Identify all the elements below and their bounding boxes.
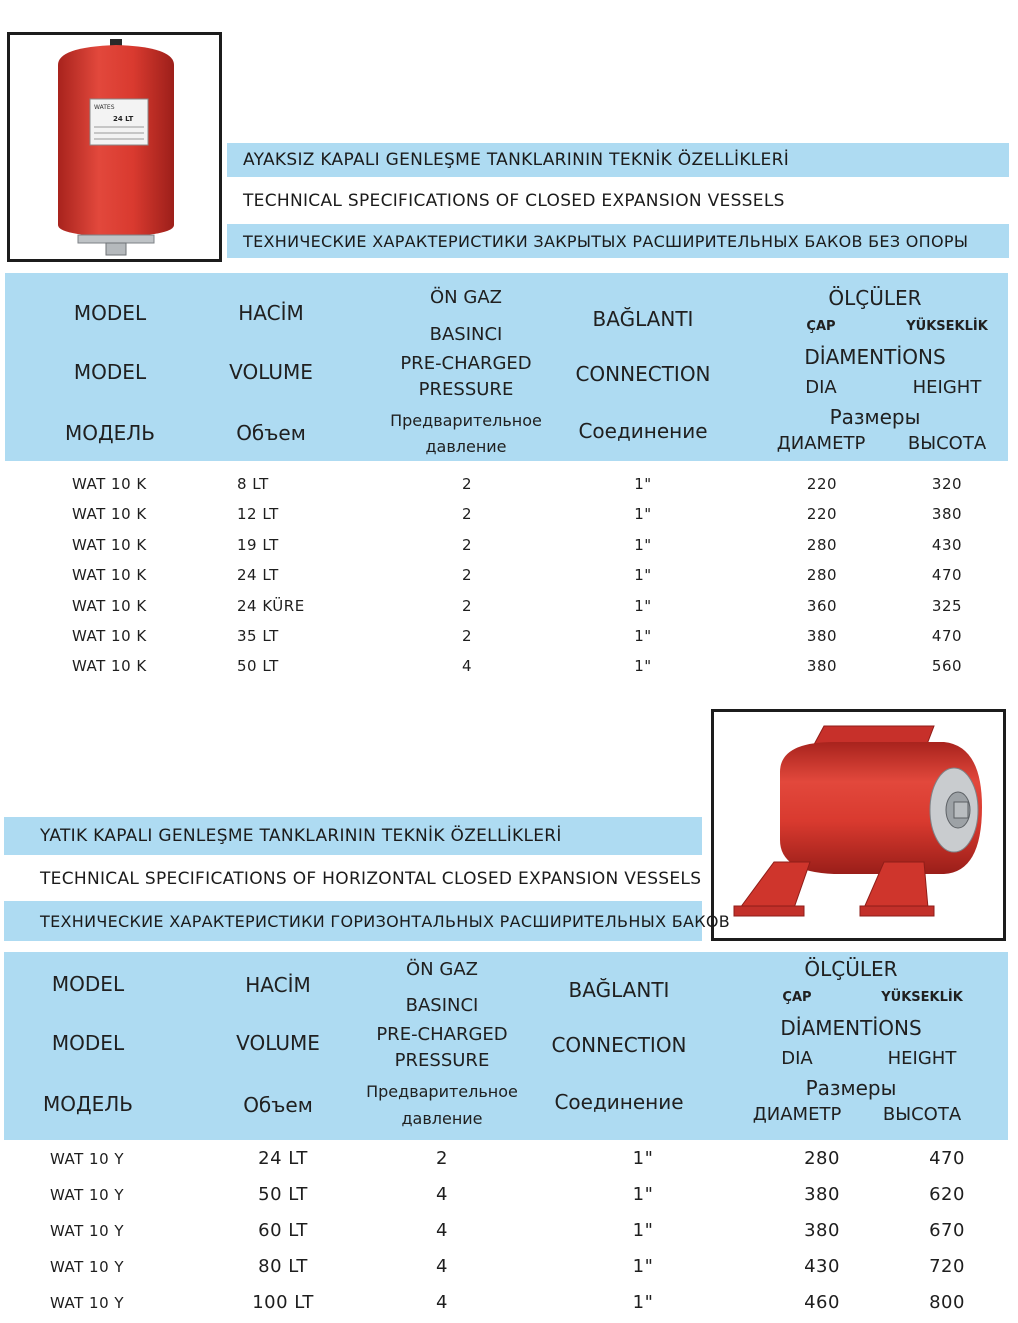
cell-pressure: 2 xyxy=(461,505,473,523)
col-dims-ru: Размеры xyxy=(829,405,921,429)
cell-height: 800 xyxy=(929,1292,965,1313)
cell-model: WAT 10 Y xyxy=(50,1294,125,1312)
cell-model: WAT 10 Y xyxy=(50,1258,125,1276)
col-volume-ru: Объем xyxy=(236,421,306,445)
cell-model: WAT 10 K xyxy=(72,566,147,584)
section1-title-en: TECHNICAL SPECIFICATIONS OF CLOSED EXPANSION VESSELS xyxy=(227,184,1009,218)
col-dims-tr: ÖLÇÜLER xyxy=(828,286,922,310)
cell-connection: 1" xyxy=(634,627,652,645)
cell-volume: 50 LT xyxy=(258,1184,308,1205)
horizontal-tank-image xyxy=(714,712,1003,938)
cell-model: WAT 10 K xyxy=(72,475,147,493)
cell-pressure: 4 xyxy=(436,1292,448,1313)
col-pressure-tr-1: ÖN GAZ xyxy=(430,287,502,308)
cell-height: 320 xyxy=(931,475,963,493)
cell-connection: 1" xyxy=(634,566,652,584)
table-row xyxy=(0,651,1018,681)
col-connection-tr: BAĞLANTI xyxy=(568,978,670,1002)
cell-dia: 280 xyxy=(804,1148,840,1169)
col-pressure-ru-1: Предварительное xyxy=(390,411,542,430)
cell-connection: 1" xyxy=(634,657,652,675)
col-pressure-tr-2: BASINCI xyxy=(405,995,479,1016)
cell-dia: 380 xyxy=(806,657,838,675)
cell-pressure: 4 xyxy=(436,1256,448,1277)
col-volume-tr: HACİM xyxy=(238,301,304,325)
cell-model: WAT 10 K xyxy=(72,505,147,523)
col-model-tr: MODEL xyxy=(51,972,125,996)
col-model-tr: MODEL xyxy=(73,301,147,325)
table-row xyxy=(0,1213,1018,1243)
col-pressure-tr-1: ÖN GAZ xyxy=(406,959,478,980)
cell-volume: 80 LT xyxy=(258,1256,308,1277)
col-model-ru: МОДЕЛЬ xyxy=(42,1092,134,1116)
cell-dia: 220 xyxy=(806,505,838,523)
cell-height: 470 xyxy=(929,1148,965,1169)
cell-volume: 50 LT xyxy=(237,657,279,675)
cell-connection: 1" xyxy=(634,536,652,554)
cell-height: 620 xyxy=(929,1184,965,1205)
col-dia-ru: ДИАМЕТР xyxy=(776,433,866,454)
col-volume-tr: HACİM xyxy=(245,973,311,997)
cell-volume: 8 LT xyxy=(237,475,269,493)
section2-title-ru: ТЕХНИЧЕСКИЕ ХАРАКТЕРИСТИКИ ГОРИЗОНТАЛЬНЫХ РАСШИРИТЕЛЬНЫХ БАКОВ xyxy=(4,901,702,941)
table-row xyxy=(0,1177,1018,1207)
col-dia-tr: ÇAP xyxy=(806,319,836,334)
col-connection-en: CONNECTION xyxy=(575,362,711,386)
cell-model: WAT 10 K xyxy=(72,536,147,554)
table-row xyxy=(0,591,1018,621)
col-dia-en: DIA xyxy=(805,377,837,398)
cell-height: 470 xyxy=(931,627,963,645)
cell-model: WAT 10 Y xyxy=(50,1186,125,1204)
col-dims-tr: ÖLÇÜLER xyxy=(804,957,898,981)
cell-height: 560 xyxy=(931,657,963,675)
col-pressure-en-1: PRE-CHARGED xyxy=(376,1024,508,1045)
cell-volume: 24 LT xyxy=(258,1148,308,1169)
col-volume-en: VOLUME xyxy=(229,360,313,384)
cell-height: 380 xyxy=(931,505,963,523)
cell-volume: 24 LT xyxy=(237,566,279,584)
section1-title-tr: AYAKSIZ KAPALI GENLEŞME TANKLARININ TEKNİK ÖZELLİKLERİ xyxy=(227,143,1009,177)
col-pressure-ru-1: Предварительное xyxy=(366,1082,518,1101)
section2-title-en: TECHNICAL SPECIFICATIONS OF HORIZONTAL CLOSED EXPANSION VESSELS xyxy=(4,862,702,896)
cell-pressure: 2 xyxy=(461,566,473,584)
cell-connection: 1" xyxy=(632,1184,654,1205)
section1-title-ru: ТЕХНИЧЕСКИЕ ХАРАКТЕРИСТИКИ ЗАКРЫТЫХ РАСШИРИТЕЛЬНЫХ БАКОВ БЕЗ ОПОРЫ xyxy=(227,224,1009,258)
cell-height: 670 xyxy=(929,1220,965,1241)
col-connection-tr: BAĞLANTI xyxy=(592,307,694,331)
col-dia-ru: ДИАМЕТР xyxy=(752,1104,842,1125)
col-dia-en: DIA xyxy=(781,1048,813,1069)
cell-pressure: 4 xyxy=(436,1184,448,1205)
col-model-en: MODEL xyxy=(51,1031,125,1055)
col-pressure-ru-2: давление xyxy=(401,1109,483,1128)
table-row xyxy=(0,621,1018,651)
cell-volume: 100 LT xyxy=(252,1292,314,1313)
cell-dia: 280 xyxy=(806,536,838,554)
cell-height: 470 xyxy=(931,566,963,584)
col-dims-en: DİAMENTİONS xyxy=(780,1016,922,1040)
table1-header xyxy=(5,273,1008,461)
cell-connection: 1" xyxy=(634,597,652,615)
table-row xyxy=(0,560,1018,590)
cell-dia: 280 xyxy=(806,566,838,584)
cell-height: 325 xyxy=(931,597,963,615)
cell-pressure: 4 xyxy=(436,1220,448,1241)
cell-pressure: 2 xyxy=(436,1148,448,1169)
col-dia-tr: ÇAP xyxy=(782,990,812,1005)
cell-connection: 1" xyxy=(634,505,652,523)
col-height-tr: YÜKSEKLİK xyxy=(906,319,988,334)
col-connection-en: CONNECTION xyxy=(551,1033,687,1057)
cell-dia: 380 xyxy=(804,1220,840,1241)
cell-pressure: 2 xyxy=(461,627,473,645)
cell-volume: 12 LT xyxy=(237,505,279,523)
tank-brand: WATES xyxy=(94,104,115,111)
col-model-ru: МОДЕЛЬ xyxy=(64,421,156,445)
cell-model: WAT 10 K xyxy=(72,597,147,615)
table-row xyxy=(0,1249,1018,1279)
col-height-tr: YÜKSEKLİK xyxy=(881,990,963,1005)
col-height-en: HEIGHT xyxy=(887,1048,957,1069)
cell-height: 430 xyxy=(931,536,963,554)
vertical-tank-photo xyxy=(7,32,222,262)
col-volume-ru: Объем xyxy=(243,1093,313,1117)
table-row xyxy=(0,530,1018,560)
cell-dia: 380 xyxy=(806,627,838,645)
col-pressure-en-2: PRESSURE xyxy=(394,1050,490,1071)
cell-dia: 360 xyxy=(806,597,838,615)
col-volume-en: VOLUME xyxy=(236,1031,320,1055)
cell-pressure: 2 xyxy=(461,536,473,554)
cell-volume: 35 LT xyxy=(237,627,279,645)
col-connection-ru: Соединение xyxy=(578,419,708,443)
cell-connection: 1" xyxy=(634,475,652,493)
table-row xyxy=(0,499,1018,529)
col-height-ru: ВЫСОТА xyxy=(907,433,987,454)
cell-dia: 430 xyxy=(804,1256,840,1277)
col-pressure-tr-2: BASINCI xyxy=(429,324,503,345)
col-pressure-en-1: PRE-CHARGED xyxy=(400,353,532,374)
tank-label: 24 LT xyxy=(113,115,134,123)
cell-dia: 460 xyxy=(804,1292,840,1313)
vertical-tank-image xyxy=(10,35,219,259)
cell-connection: 1" xyxy=(632,1220,654,1241)
cell-model: WAT 10 Y xyxy=(50,1150,125,1168)
col-pressure-en-2: PRESSURE xyxy=(418,379,514,400)
cell-pressure: 4 xyxy=(461,657,473,675)
cell-model: WAT 10 K xyxy=(72,657,147,675)
table2-header xyxy=(4,952,1008,1140)
cell-dia: 220 xyxy=(806,475,838,493)
table-row xyxy=(0,1285,1018,1315)
col-pressure-ru-2: давление xyxy=(425,437,507,456)
cell-volume: 19 LT xyxy=(237,536,279,554)
col-dims-ru: Размеры xyxy=(805,1076,897,1100)
cell-pressure: 2 xyxy=(461,475,473,493)
section2-title-tr: YATIK KAPALI GENLEŞME TANKLARININ TEKNİK ÖZELLİKLERİ xyxy=(4,817,702,855)
cell-connection: 1" xyxy=(632,1292,654,1313)
table-row xyxy=(0,469,1018,499)
col-height-ru: ВЫСОТА xyxy=(882,1104,962,1125)
cell-dia: 380 xyxy=(804,1184,840,1205)
cell-connection: 1" xyxy=(632,1256,654,1277)
cell-volume: 24 KÜRE xyxy=(237,597,305,615)
cell-connection: 1" xyxy=(632,1148,654,1169)
cell-height: 720 xyxy=(929,1256,965,1277)
col-model-en: MODEL xyxy=(73,360,147,384)
cell-model: WAT 10 Y xyxy=(50,1222,125,1240)
cell-model: WAT 10 K xyxy=(72,627,147,645)
col-height-en: HEIGHT xyxy=(912,377,982,398)
cell-volume: 60 LT xyxy=(258,1220,308,1241)
table-row xyxy=(0,1141,1018,1171)
col-dims-en: DİAMENTİONS xyxy=(804,345,946,369)
cell-pressure: 2 xyxy=(461,597,473,615)
horizontal-tank-photo xyxy=(711,709,1006,941)
col-connection-ru: Соединение xyxy=(554,1090,684,1114)
